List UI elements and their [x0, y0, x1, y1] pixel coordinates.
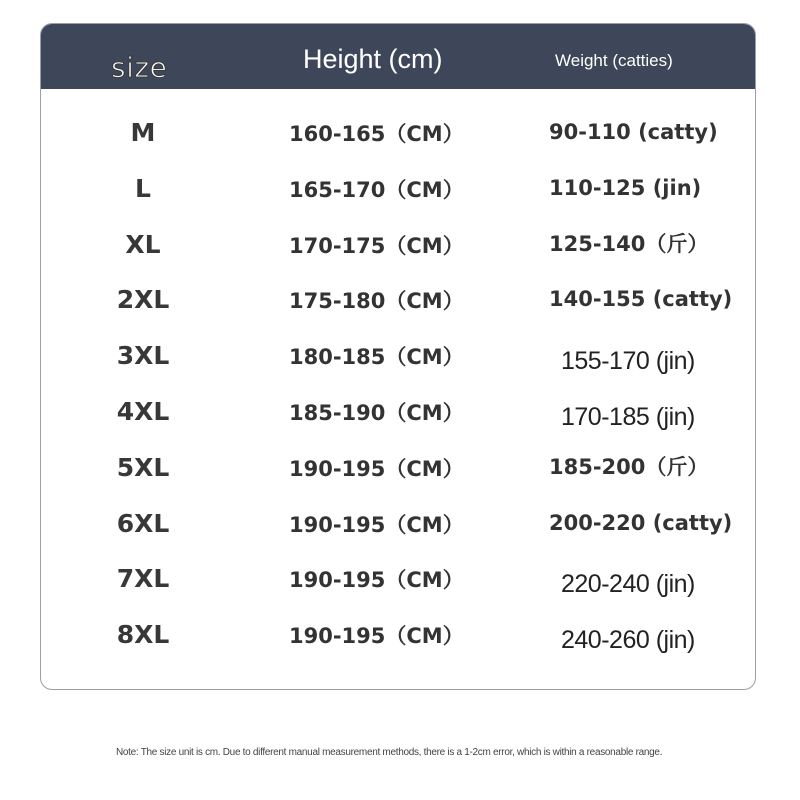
height-cell: 185-190（CM）: [289, 400, 464, 425]
size-cell: 3XL: [116, 341, 170, 371]
weight-cell: 155-170 (jin): [561, 347, 695, 376]
table-row: [41, 333, 755, 389]
table-row: [41, 501, 755, 557]
header-height: Height (cm): [303, 44, 443, 74]
table-row: [41, 110, 755, 166]
size-cell: M: [130, 118, 156, 147]
weight-cell: 170-185 (jin): [561, 402, 695, 431]
size-cell: 4XL: [116, 396, 170, 426]
size-cell: L: [135, 173, 151, 203]
size-cell: XL: [125, 229, 161, 259]
height-cell: 190-195（CM）: [289, 624, 464, 649]
size-cell: 2XL: [116, 285, 170, 315]
table-row: [41, 389, 755, 445]
size-cell: 7XL: [116, 564, 170, 594]
height-cell: 165-170（CM）: [289, 177, 464, 202]
header-size: size: [111, 51, 168, 84]
height-cell: 170-175（CM）: [289, 233, 464, 258]
weight-cell: 200-220 (catty): [549, 510, 733, 535]
size-cell: 8XL: [116, 620, 170, 650]
height-cell: 190-195（CM）: [289, 568, 464, 593]
size-cell: 6XL: [116, 508, 170, 538]
weight-cell: 220-240 (jin): [561, 570, 695, 599]
table-row: [41, 222, 755, 278]
weight-cell: 125-140（斤）: [549, 231, 709, 256]
height-cell: 160-165（CM）: [289, 122, 464, 146]
weight-cell: 185-200（斤）: [549, 454, 709, 479]
weight-cell: 90-110 (catty): [549, 120, 718, 144]
weight-cell: 140-155 (catty): [549, 287, 733, 312]
header-weight: Weight (catties): [555, 51, 673, 70]
table-row: [41, 445, 755, 501]
height-cell: 190-195（CM）: [289, 456, 464, 481]
table-header: [41, 24, 755, 89]
table-row: [41, 277, 755, 333]
size-chart-card: [40, 23, 756, 690]
height-cell: 175-180（CM）: [289, 289, 464, 314]
weight-cell: 110-125 (jin): [549, 175, 702, 200]
height-cell: 180-185（CM）: [289, 345, 464, 370]
table-row: [41, 612, 755, 668]
height-cell: 190-195（CM）: [289, 512, 464, 537]
size-cell: 5XL: [116, 452, 170, 482]
table-row: [41, 556, 755, 612]
weight-cell: 240-260 (jin): [561, 626, 695, 655]
table-row: [41, 166, 755, 222]
size-table-body: [41, 110, 755, 668]
measurement-note: Note: The size unit is cm. Due to different manual measurement methods, there is a 1-2cm error, which is within a reasonable range.: [116, 747, 663, 758]
